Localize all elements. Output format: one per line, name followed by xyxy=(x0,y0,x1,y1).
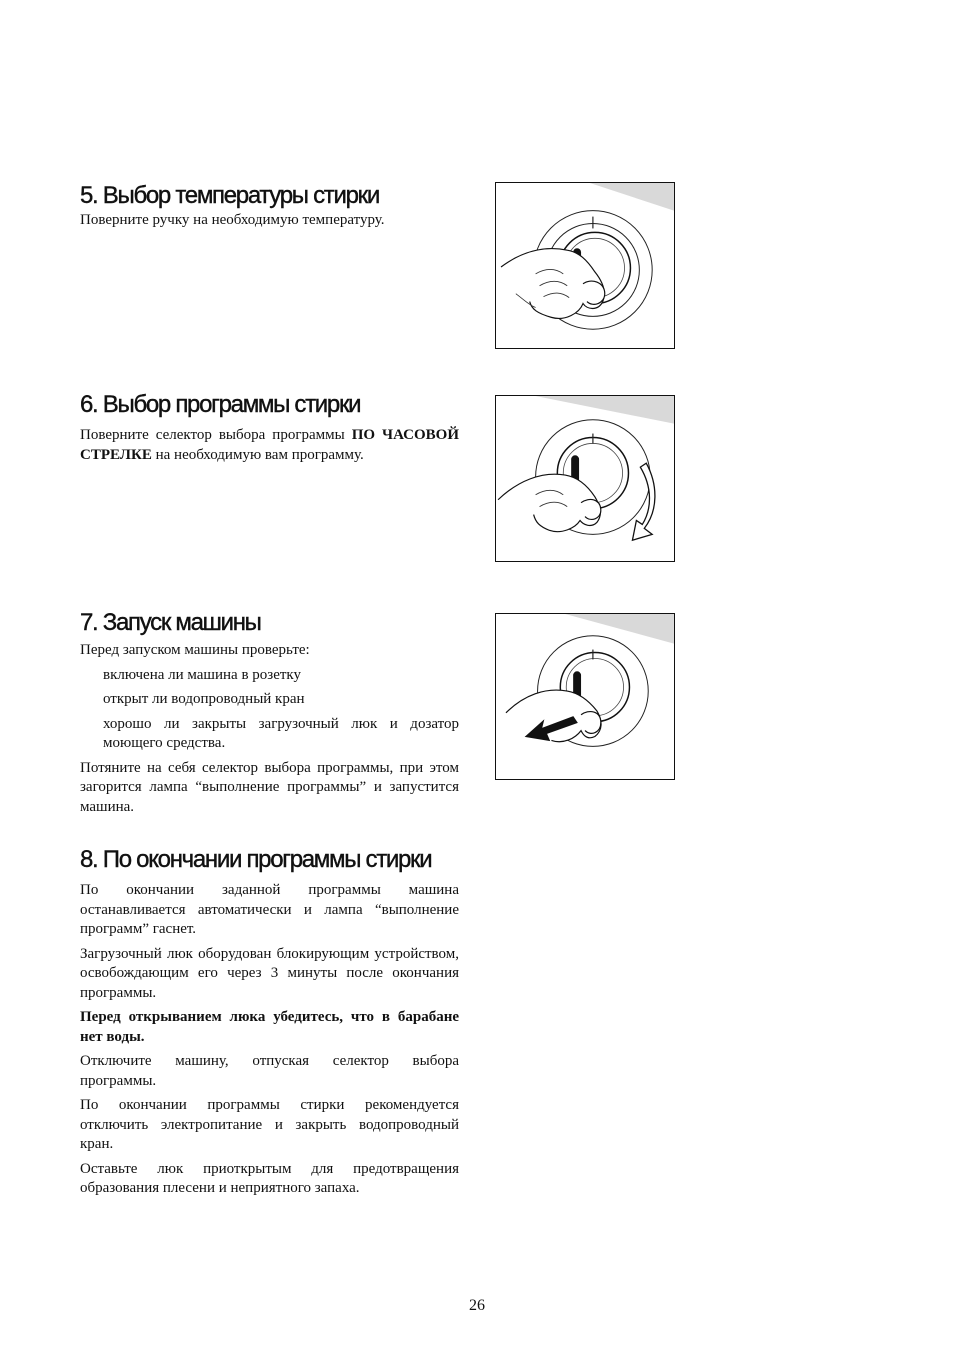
section-text: Поверните ручку на необходимую температуру. xyxy=(80,212,385,228)
section-text: Отключите машину, отпуская селектор выбора программы. xyxy=(80,1053,459,1089)
section-program xyxy=(80,391,459,465)
hand-turning-temperature-knob-icon xyxy=(496,183,674,348)
section-text: Оставьте люк приоткрытым для предотвращения образования плесени и неприятного запаха. xyxy=(80,1160,459,1196)
section-text: По окончании программы стирки рекомендуется отключить электропитание и закрыть водопроводный кран. xyxy=(80,1097,459,1152)
section-text: Поверните селектор выбора программы ПО ЧАСОВОЙ СТРЕЛКЕ на необходимую вам программу. xyxy=(80,427,459,463)
checklist-item: хорошо ли закрыты загрузочный люк и дозатор моющего средства. xyxy=(103,715,459,751)
section-text: Загрузочный люк оборудован блокирующим устройством, освобождающим его через 3 минуты после окончания программы. xyxy=(80,945,459,1001)
section-end xyxy=(80,846,459,1199)
hand-pulling-program-selector-icon xyxy=(496,614,674,779)
figure-pull-selector xyxy=(495,613,675,780)
checklist-item: включена ли машина в розетку xyxy=(103,666,301,683)
warning-text: Перед открыванием люка убедитесь, что в барабане нет воды. xyxy=(80,1009,459,1045)
hand-turning-program-selector-clockwise-icon xyxy=(496,396,674,561)
figure-program-selector xyxy=(495,395,675,562)
section-heading: 6. Выбор программы стирки xyxy=(80,391,361,418)
section-heading: 5. Выбор температуры стирки xyxy=(80,182,379,209)
section-start xyxy=(80,609,459,817)
checklist-item: открыт ли водопроводный кран xyxy=(103,691,305,707)
emphasis-clockwise: ПО ЧАСОВОЙ СТРЕЛКЕ xyxy=(80,427,459,463)
section-text: По окончании заданной программы машина останавливается автоматически и лампа “выполнение программ” гаснет. xyxy=(80,882,459,937)
section-heading: 8. По окончании программы стирки xyxy=(80,846,432,873)
section-temperature xyxy=(80,182,459,231)
section-text: Потяните на себя селектор выбора программы, при этом загорится лампа “выполнение программы” и запустится машина. xyxy=(80,759,459,815)
section-text: Перед запуском машины проверьте: xyxy=(80,642,310,658)
section-heading: 7. Запуск машины xyxy=(80,609,261,636)
page-number: 26 xyxy=(469,1297,485,1314)
figure-temperature-knob xyxy=(495,182,675,349)
